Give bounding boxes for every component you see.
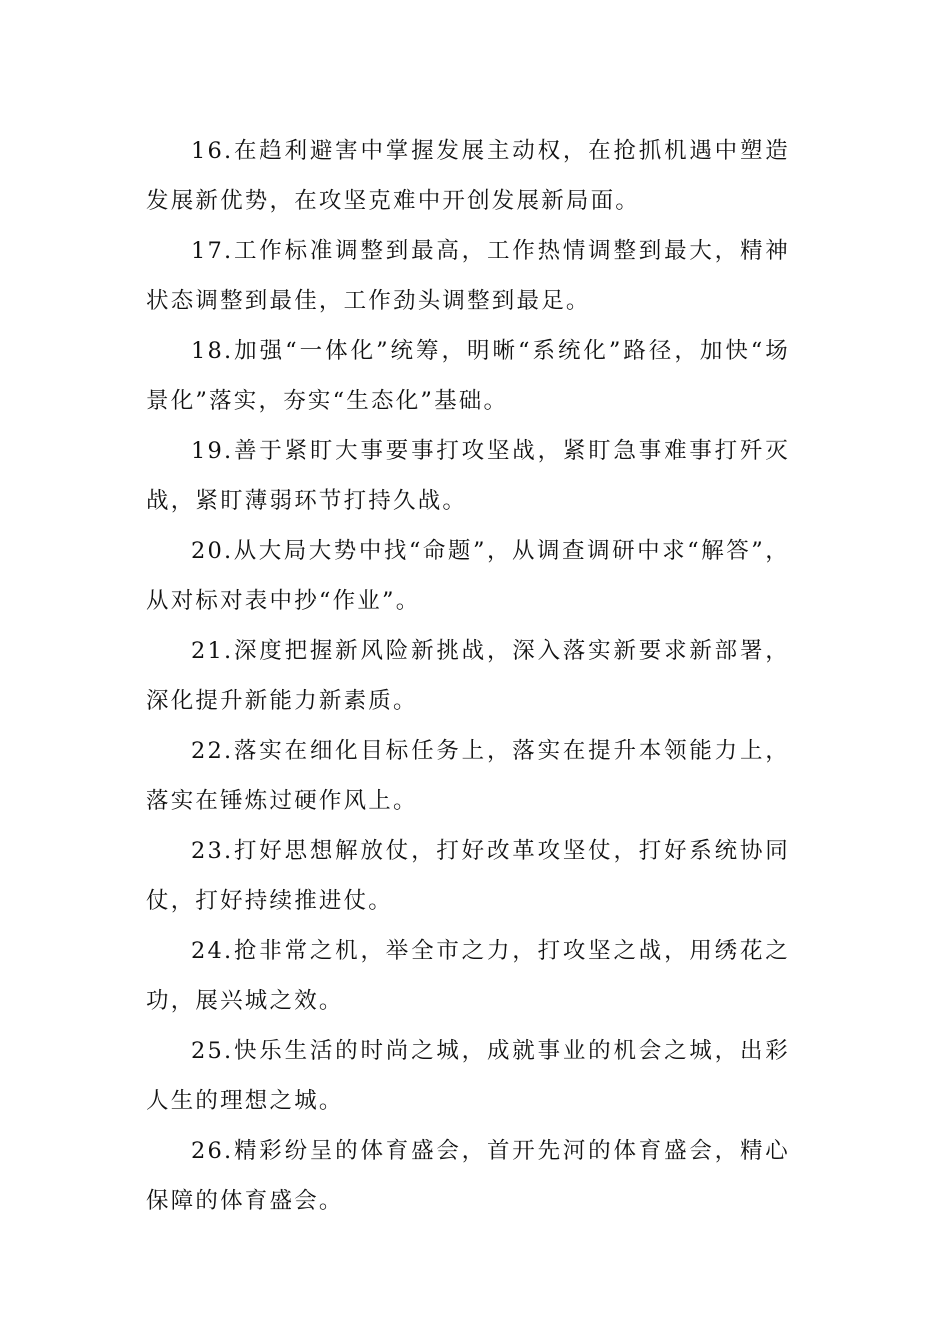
paragraph-17: 17.工作标准调整到最高，工作热情调整到最大，精神状态调整到最佳，工作劲头调整到最足。 — [146, 238, 790, 314]
paragraph-22: 22.落实在细化目标任务上，落实在提升本领能力上，落实在锤炼过硬作风上。 — [146, 738, 790, 814]
document-body — [146, 126, 790, 1226]
paragraph-16: 16.在趋利避害中掌握发展主动权，在抢抓机遇中塑造发展新优势，在攻坚克难中开创发展新局面。 — [146, 138, 790, 214]
paragraph-20: 20.从大局大势中找“命题”，从调查调研中求“解答”，从对标对表中抄“作业”。 — [146, 538, 790, 614]
paragraph-23: 23.打好思想解放仗，打好改革攻坚仗，打好系统协同仗，打好持续推进仗。 — [146, 838, 790, 914]
paragraph-21: 21.深度把握新风险新挑战，深入落实新要求新部署，深化提升新能力新素质。 — [146, 638, 790, 714]
paragraph-26: 26.精彩纷呈的体育盛会，首开先河的体育盛会，精心保障的体育盛会。 — [146, 1138, 790, 1214]
paragraph-25: 25.快乐生活的时尚之城，成就事业的机会之城，出彩人生的理想之城。 — [146, 1038, 790, 1114]
paragraph-24: 24.抢非常之机，举全市之力，打攻坚之战，用绣花之功，展兴城之效。 — [146, 938, 790, 1014]
paragraph-19: 19.善于紧盯大事要事打攻坚战，紧盯急事难事打歼灭战，紧盯薄弱环节打持久战。 — [146, 438, 790, 514]
paragraph-18: 18.加强“一体化”统筹，明晰“系统化”路径，加快“场景化”落实，夯实“生态化”基础。 — [146, 338, 790, 414]
